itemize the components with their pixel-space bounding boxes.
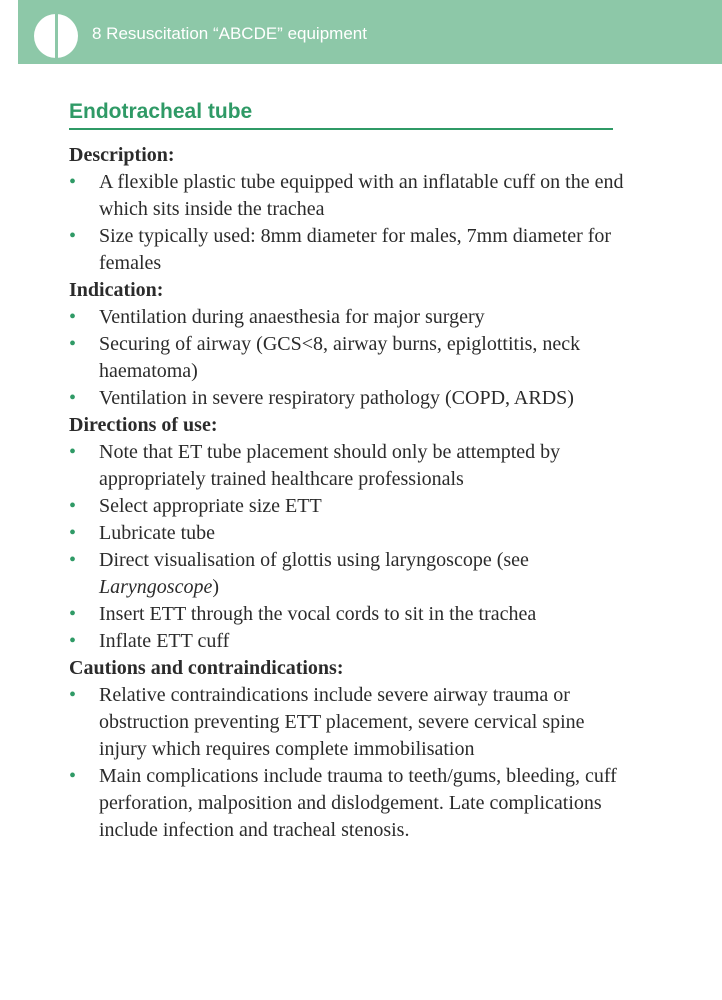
chapter-title: 8 Resuscitation “ABCDE” equipment [92, 24, 367, 43]
list-item-text: Size typically used: 8mm diameter for males, 7mm diameter for females [99, 225, 612, 274]
list-item [69, 169, 629, 223]
bullet-icon: • [69, 603, 77, 625]
list-item-text: Note that ET tube placement should only be attempted by appropriately trained healthcare professionals [99, 441, 561, 490]
list-item [69, 763, 629, 844]
list-item-text: Inflate ETT cuff [99, 630, 230, 652]
list-item-text: Select appropriate size ETT [99, 495, 322, 517]
list-item [69, 385, 629, 412]
list-item-text: Securing of airway (GCS<8, airway burns, epiglottitis, neck haematoma) [99, 333, 581, 382]
list-item [69, 628, 629, 655]
bullet-icon: • [69, 765, 77, 787]
page-content [69, 142, 629, 844]
chapter-header [0, 0, 722, 64]
bullet-icon: • [69, 171, 77, 193]
bullet-icon: • [69, 495, 77, 517]
indication-list [69, 304, 629, 412]
laryngoscope-reference: Laryngoscope [99, 576, 213, 598]
list-item [69, 682, 629, 763]
bullet-icon: • [69, 441, 77, 463]
list-item [69, 304, 629, 331]
list-item [69, 601, 629, 628]
bullet-icon: • [69, 333, 77, 355]
reference-close: ) [212, 576, 219, 598]
indication-heading: Indication: [69, 279, 164, 301]
description-list [69, 169, 629, 277]
description-heading: Description: [69, 144, 175, 166]
list-item-text: Direct visualisation of glottis using laryngoscope (see [99, 549, 529, 571]
badge-divider [55, 0, 58, 64]
list-item-text: Ventilation during anaesthesia for major surgery [99, 306, 485, 328]
list-item [69, 520, 629, 547]
list-item-text: A flexible plastic tube equipped with an inflatable cuff on the end which sits inside the trachea [99, 171, 624, 220]
list-item-text: Relative contraindications include severe airway trauma or obstruction preventing ETT placement, severe cervical spine injury which requires complete immobilisation [99, 684, 585, 760]
directions-list [69, 439, 629, 655]
list-item [69, 331, 629, 385]
bullet-icon: • [69, 306, 77, 328]
list-item-text: Ventilation in severe respiratory pathology (COPD, ARDS) [99, 387, 574, 409]
list-item [69, 493, 629, 520]
bullet-icon: • [69, 225, 77, 247]
list-item [69, 439, 629, 493]
list-item-text: Lubricate tube [99, 522, 216, 544]
bullet-icon: • [69, 549, 77, 571]
header-notch [0, 0, 18, 64]
list-item [69, 223, 629, 277]
cautions-heading: Cautions and contraindications: [69, 657, 344, 679]
cautions-list [69, 682, 629, 844]
bullet-icon: • [69, 630, 77, 652]
list-item-text: Insert ETT through the vocal cords to sit in the trachea [99, 603, 537, 625]
bullet-icon: • [69, 522, 77, 544]
directions-heading: Directions of use: [69, 414, 218, 436]
section-title: Endotracheal tube [69, 100, 253, 123]
title-underline [69, 128, 613, 130]
list-item-text: Main complications include trauma to teeth/gums, bleeding, cuff perforation, malposition and dislodgement. Late complications include infection and tracheal stenosis. [99, 765, 617, 841]
bullet-icon: • [69, 387, 77, 409]
bullet-icon: • [69, 684, 77, 706]
list-item [69, 547, 629, 601]
